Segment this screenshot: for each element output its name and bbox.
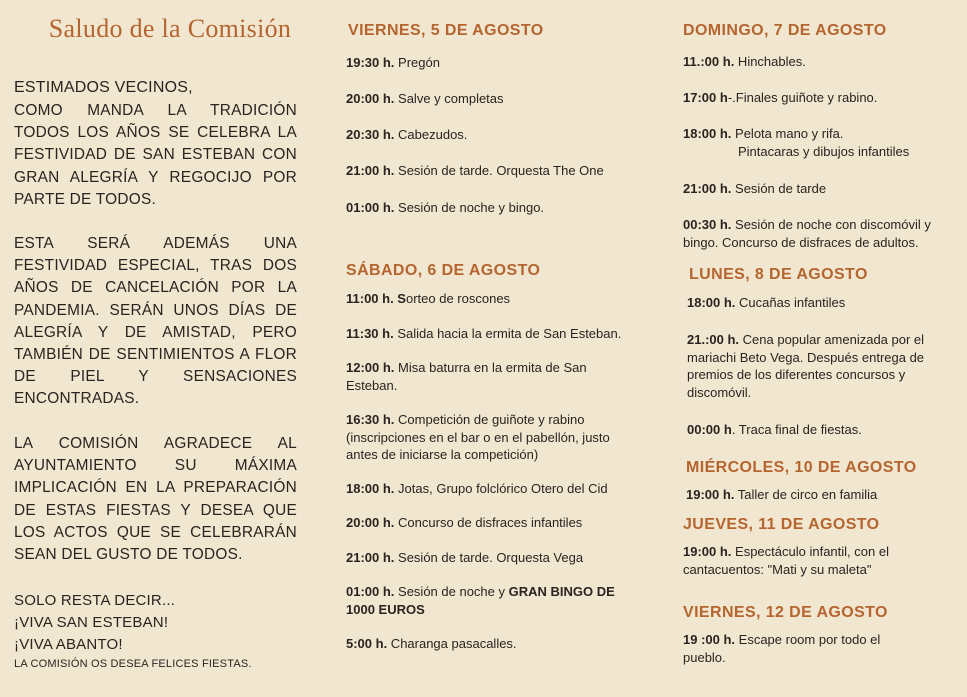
event-text: Charanga pasacalles. (387, 636, 517, 651)
event-time: 19:30 h. (346, 55, 395, 70)
paragraph-thanks: LA COMISIÓN AGRADECE AL AYUNTAMIENTO SU MÁXIMA IMPLICACIÓN EN LA PREPARACIÓN DE ESTAS FIESTAS Y DESEA QUE LOS ACTOS QUE SE CELEBRARÁN SEAN DEL GUSTO DE TODOS. (14, 435, 297, 564)
event-item (346, 325, 646, 343)
event-time: 19:00 h. (686, 487, 735, 502)
event-time: 21:00 h. (683, 181, 732, 196)
event-item (683, 631, 923, 666)
day-heading: SÁBADO, 6 DE AGOSTO (346, 262, 541, 279)
event-time: 21:00 h. (346, 163, 395, 178)
event-time: 18:00 h. (346, 481, 395, 496)
event-text: Salve y completas (394, 91, 504, 106)
event-time: 21:00 h. (346, 550, 395, 565)
event-time: 5:00 h. (346, 636, 388, 651)
paragraph-tradition: COMO MANDA LA TRADICIÓN TODOS LOS AÑOS SE CELEBRA LA FESTIVIDAD DE SAN ESTEBAN CON GRAN ALEGRÍA Y REGOCIJO POR PARTE DE TODOS. (14, 102, 297, 208)
day-heading: VIERNES, 12 DE AGOSTO (683, 604, 888, 621)
event-time: 18:00 h. (687, 295, 736, 310)
event-time: 00:30 h. (683, 217, 732, 232)
day-heading: DOMINGO, 7 DE AGOSTO (683, 22, 887, 39)
event-text: Sesión de noche y (394, 584, 509, 599)
event-item (683, 543, 933, 578)
event-item (346, 199, 646, 217)
event-time: 11:30 h. (346, 326, 394, 341)
event-text: Cabezudos. (394, 127, 468, 142)
event-text: Pelota mano y rifa. (731, 126, 844, 141)
event-item (687, 294, 961, 312)
event-time: 21.:00 h. (687, 332, 740, 347)
event-item (346, 583, 636, 618)
event-item (346, 90, 646, 108)
page-title: Saludo de la Comisión (48, 14, 292, 43)
event-text: Taller de circo en familia (734, 487, 878, 502)
day-heading: LUNES, 8 DE AGOSTO (689, 266, 868, 283)
event-highlight: GRAN BINGO DE 1000 EUROS (346, 584, 615, 617)
greeting: ESTIMADOS VECINOS, (14, 79, 193, 96)
event-time: 20:00 h. (346, 91, 395, 106)
closing-line: ¡VIVA SAN ESTEBAN! (14, 614, 169, 631)
event-text: Sesión de tarde. Orquesta Vega (394, 550, 584, 565)
event-text: Espectáculo infantil, con el cantacuentos: "Mati y su maleta" (683, 544, 889, 577)
event-time: 19:00 h. (683, 544, 732, 559)
event-item (683, 216, 963, 251)
event-text: Sesión de noche con discomóvil y bingo. Concurso de disfraces de adultos. (683, 217, 931, 250)
event-text: Pintacaras y dibujos infantiles (738, 143, 910, 159)
event-time: 00:00 h (687, 422, 732, 437)
event-text: -.Finales guiñote y rabino. (727, 90, 878, 105)
event-text: Cena popular amenizada por el mariachi Beto Vega. Después entrega de premios de los diferentes concursos y discomóvil. (687, 332, 925, 400)
event-time: 19 :00 h. (683, 632, 736, 647)
day-heading: MIÉRCOLES, 10 DE AGOSTO (686, 459, 917, 476)
paragraph-special: ESTA SERÁ ADEMÁS UNA FESTIVIDAD ESPECIAL, TRAS DOS AÑOS DE CANCELACIÓN POR LA PANDEMIA. SERÁN UNOS DÍAS DE ALEGRÍA Y DE AMISTAD, PERO TAMBIÉN DE SENTIMIENTOS A FLOR DE PIEL Y SENSACIONES ENCONTRADAS. (14, 235, 297, 408)
day-heading: JUEVES, 11 DE AGOSTO (683, 516, 880, 533)
event-text: Sesión de tarde (731, 181, 827, 196)
event-item (687, 421, 961, 439)
event-text: Escape room por todo el pueblo. (683, 632, 881, 665)
event-item (346, 54, 646, 72)
event-item (346, 290, 646, 308)
event-text: Hinchables. (734, 54, 806, 69)
event-item (686, 486, 962, 504)
event-item (346, 126, 646, 144)
event-item (683, 180, 963, 198)
event-time: 01:00 h. (346, 200, 395, 215)
event-text: Pregón (394, 55, 440, 70)
event-text: Concurso de disfraces infantiles (394, 515, 583, 530)
event-text: . Traca final de fiestas. (731, 422, 862, 437)
event-item (683, 53, 963, 71)
event-text: Competición de guiñote y rabino (inscripciones en el bar o en el pabellón, justo antes de iniciarse la competición) (346, 412, 610, 462)
closing-line: ¡VIVA ABANTO! (14, 636, 123, 653)
closing-line: SOLO RESTA DECIR... (14, 592, 176, 609)
event-time: 12:00 h. (346, 360, 395, 375)
event-time: 16:30 h. (346, 412, 395, 427)
event-text: orteo de roscones (405, 291, 511, 306)
event-time: 01:00 h. (346, 584, 395, 599)
event-time: 11.:00 h. (683, 54, 735, 69)
event-item (346, 480, 646, 498)
footer-note: LA COMISIÓN OS DESEA FELICES FIESTAS. (14, 658, 252, 670)
event-item (687, 331, 961, 401)
event-text: Jotas, Grupo folclórico Otero del Cid (394, 481, 608, 496)
event-item (346, 514, 646, 532)
day-heading: VIERNES, 5 DE AGOSTO (348, 22, 544, 39)
event-time: 20:30 h. (346, 127, 395, 142)
event-item (683, 125, 963, 160)
event-item (346, 411, 644, 464)
event-item (683, 89, 963, 107)
event-text: Cucañas infantiles (735, 295, 846, 310)
event-time: 20:00 h. (346, 515, 395, 530)
event-time: 18:00 h. (683, 126, 732, 141)
event-time: 11:00 h. S (346, 291, 406, 306)
event-text: Misa baturra en la ermita de San Esteban. (346, 360, 587, 393)
event-item (346, 635, 646, 653)
event-text: Salida hacia la ermita de San Esteban. (393, 326, 622, 341)
event-time: 17:00 h (683, 90, 728, 105)
event-item (346, 359, 626, 394)
event-text: Sesión de noche y bingo. (394, 200, 545, 215)
event-text: Sesión de tarde. Orquesta The One (394, 163, 604, 178)
event-item (346, 162, 646, 180)
event-item (346, 549, 646, 567)
